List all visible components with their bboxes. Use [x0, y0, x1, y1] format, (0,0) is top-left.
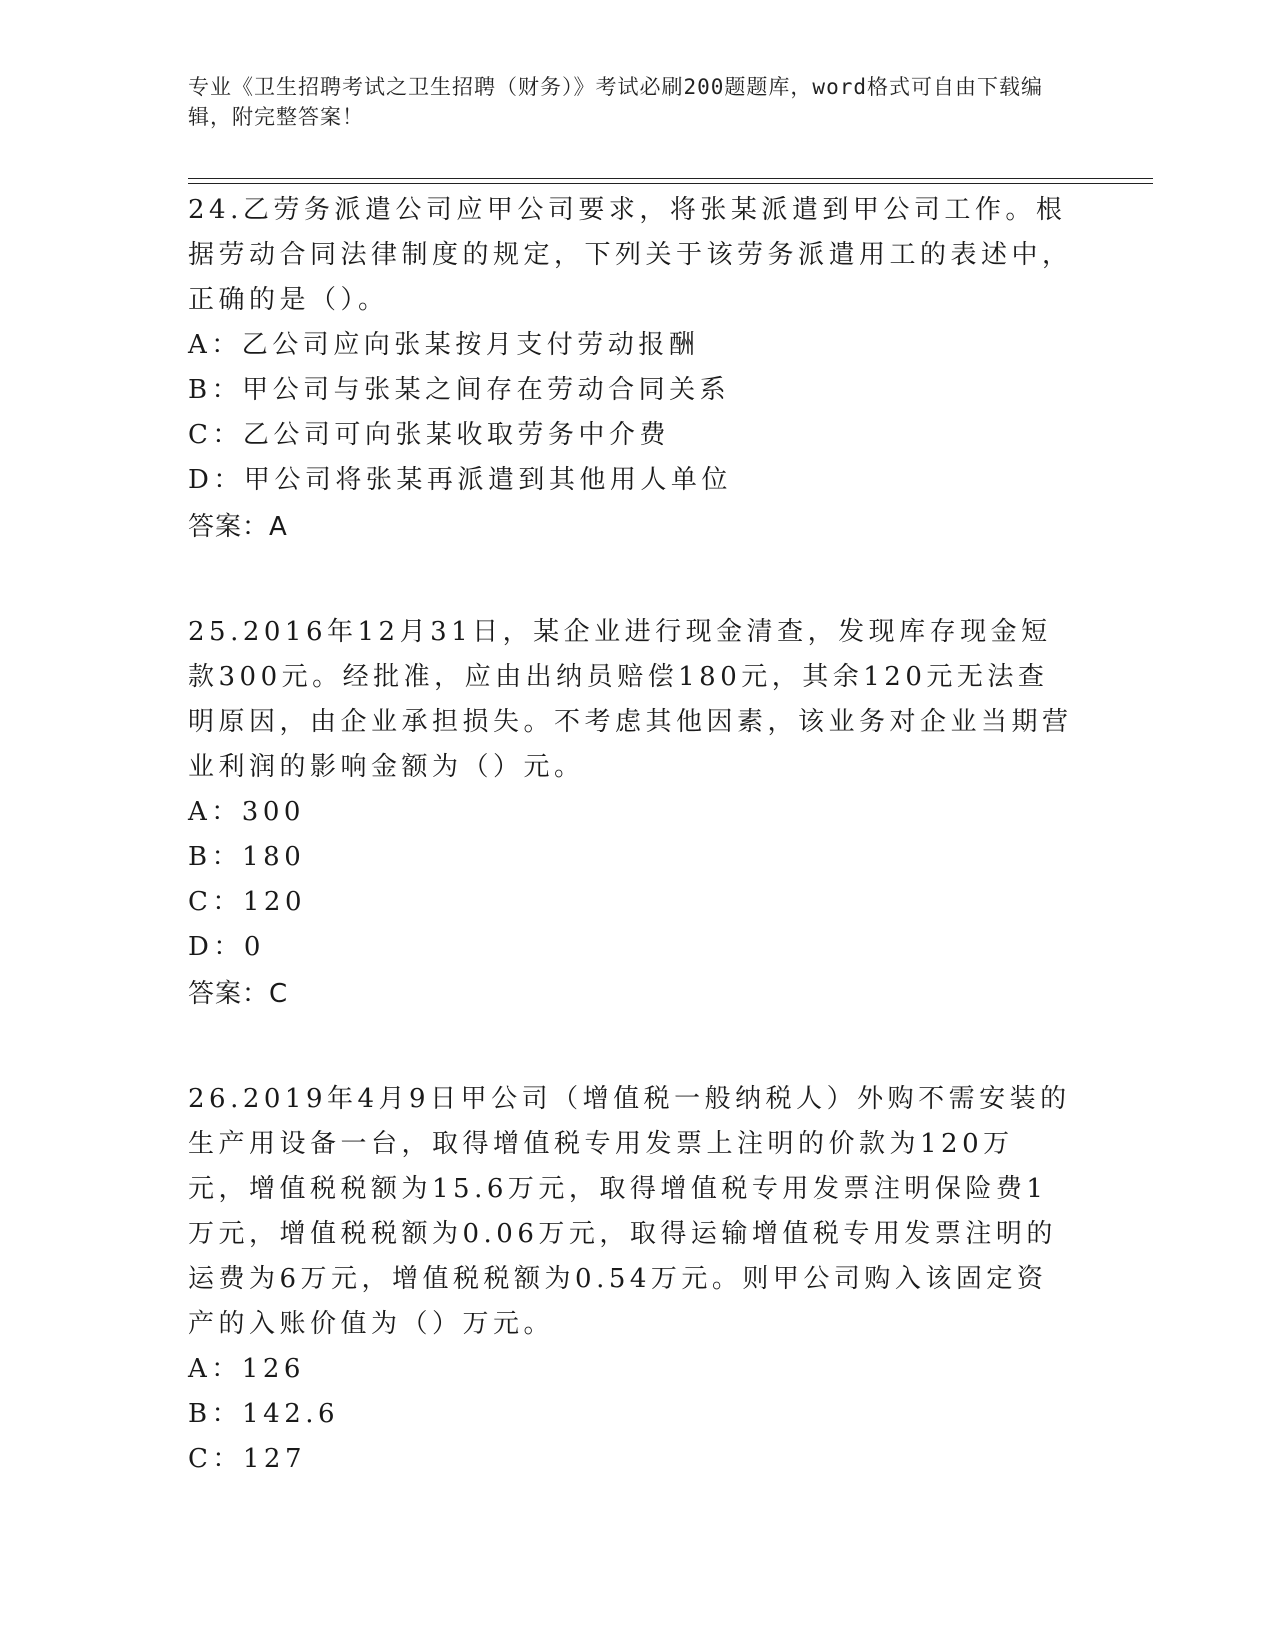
- answer-line: 答案：A: [188, 512, 288, 542]
- option-c: C：120: [188, 887, 307, 917]
- option-c: C：127: [188, 1444, 307, 1474]
- question-24: [188, 188, 1073, 550]
- question-26: [188, 1077, 1073, 1482]
- document-header: 专业《卫生招聘考试之卫生招聘（财务）》考试必刷200题题库，word格式可自由下载编辑，附完整答案！: [188, 75, 1043, 129]
- option-a: A：126: [188, 1354, 305, 1384]
- option-d: D：甲公司将张某再派遣到其他用人单位: [188, 465, 732, 495]
- answer-line: 答案：C: [188, 979, 289, 1009]
- question-list: [188, 188, 1073, 1542]
- header-divider-bottom: [188, 183, 1153, 184]
- question-25: [188, 610, 1073, 1017]
- option-b: B：180: [188, 842, 306, 872]
- question-text: 26.2019年4月9日甲公司（增值税一般纳税人）外购不需安装的生产用设备一台，取得增值税专用发票上注明的价款为120万元，增值税税额为15.6万元，取得增值税专用发票注明保险费1万元，增值税税额为0.06万元，取得运输增值税专用发票注明的运费为6万元，增值税税额为0.54万元。则甲公司购入该固定资产的入账价值为（）万元。: [188, 1084, 1071, 1339]
- option-c: C：乙公司可向张某收取劳务中介费: [188, 420, 670, 450]
- question-text: 24.乙劳务派遣公司应甲公司要求，将张某派遣到甲公司工作。根据劳动合同法律制度的规定，下列关于该劳务派遣用工的表述中，正确的是（）。: [188, 195, 1073, 315]
- option-a: A：300: [188, 797, 305, 827]
- question-text: 25.2016年12月31日，某企业进行现金清查，发现库存现金短款300元。经批准，应由出纳员赔偿180元，其余120元无法查明原因，由企业承担损失。不考虑其他因素，该业务对企业当期营业利润的影响金额为（）元。: [188, 617, 1073, 782]
- option-b: B：甲公司与张某之间存在劳动合同关系: [188, 375, 731, 405]
- option-a: A：乙公司应向张某按月支付劳动报酬: [188, 330, 700, 360]
- header-divider-top: [188, 178, 1153, 179]
- option-b: B：142.6: [188, 1399, 340, 1429]
- option-d: D：0: [188, 932, 265, 962]
